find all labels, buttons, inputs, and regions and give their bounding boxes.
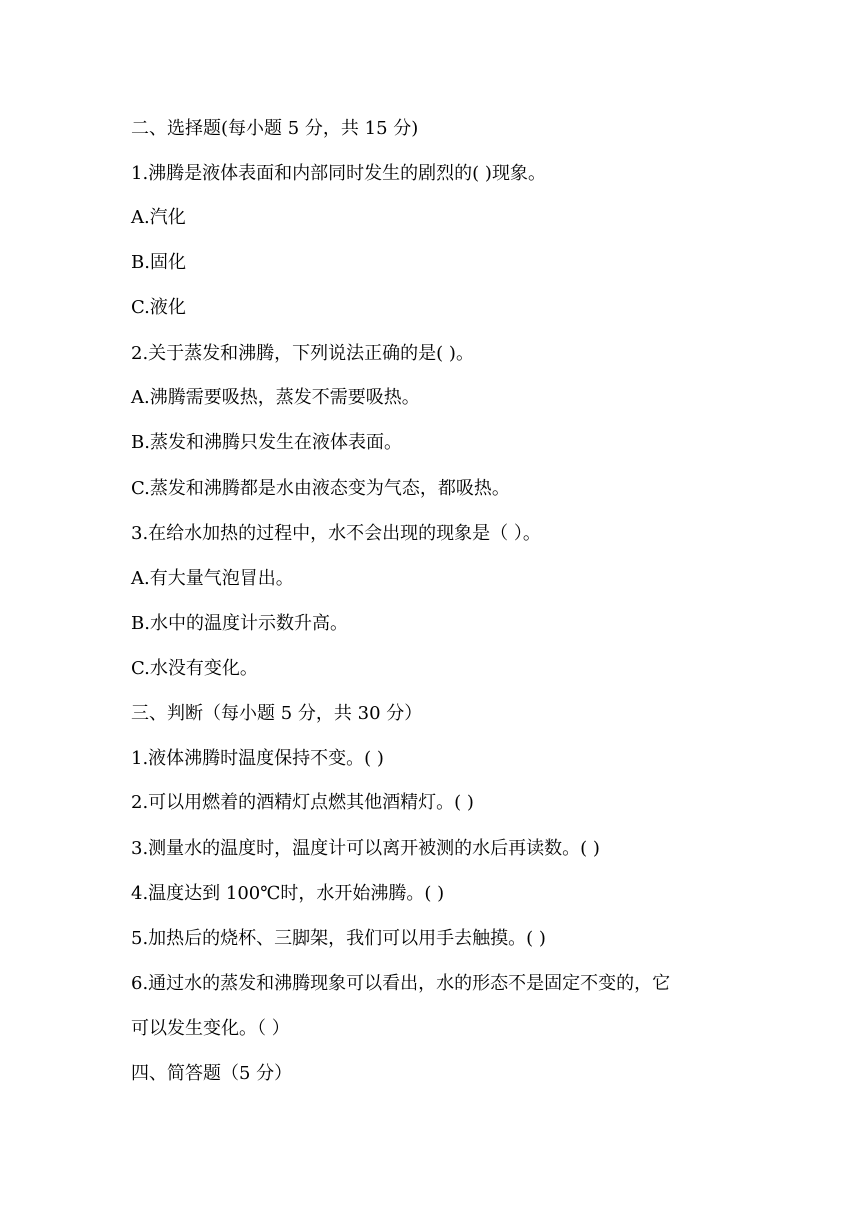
question-line: 2.关于蒸发和沸腾，下列说法正确的是( )。 [131,343,474,364]
section-heading-choice: 二、选择题(每小题 5 分，共 15 分) [131,118,419,139]
section-heading-short-answer: 四、简答题（5 分） [131,1063,293,1084]
question-line: 1.液体沸腾时温度保持不变。( ) [131,748,384,769]
question-line: 2.可以用燃着的酒精灯点燃其他酒精灯。( ) [131,792,474,813]
option-line: B.固化 [131,252,186,273]
option-line: C.蒸发和沸腾都是水由液态变为气态，都吸热。 [131,478,510,499]
option-line: A.有大量气泡冒出。 [131,568,294,589]
option-line: C.液化 [131,297,186,318]
question-line: 3.在给水加热的过程中，水不会出现的现象是（ ）。 [131,523,541,544]
option-line: C.水没有变化。 [131,658,258,679]
question-line: 1.沸腾是液体表面和内部同时发生的剧烈的( )现象。 [131,163,546,184]
option-line: A.沸腾需要吸热，蒸发不需要吸热。 [131,387,420,408]
question-line: 3.测量水的温度时，温度计可以离开被测的水后再读数。( ) [131,838,600,859]
option-line: B.水中的温度计示数升高。 [131,613,348,634]
option-line: A.汽化 [131,207,186,228]
question-line: 5.加热后的烧杯、三脚架，我们可以用手去触摸。( ) [131,928,546,949]
section-heading-judgment: 三、判断（每小题 5 分，共 30 分） [131,703,423,724]
option-line: B.蒸发和沸腾只发生在液体表面。 [131,432,402,453]
question-line-continued: 可以发生变化。（ ） [131,1018,290,1039]
question-line: 6.通过水的蒸发和沸腾现象可以看出，水的形态不是固定不变的，它 [131,973,671,994]
question-line: 4.温度达到 100℃时，水开始沸腾。( ) [131,883,445,904]
